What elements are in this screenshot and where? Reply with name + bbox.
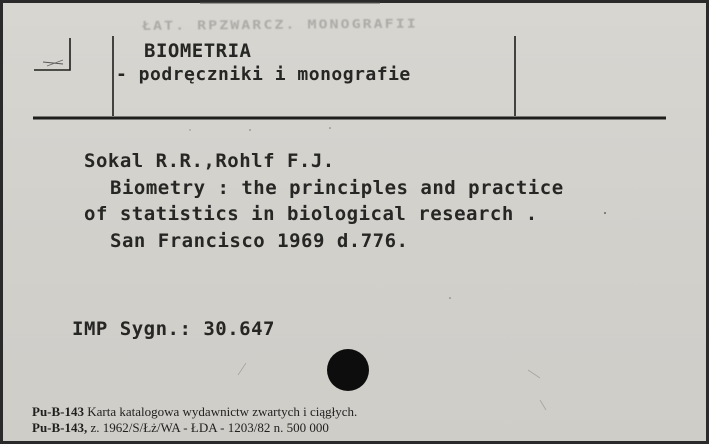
title-line-1: Biometry : the principles and practice	[110, 177, 564, 199]
call-number: IMP Sygn.: 30.647	[72, 318, 275, 340]
dust-speck	[189, 129, 190, 130]
dust-speck	[449, 297, 451, 299]
footer-print-details: z. 1962/S/Łż/WA - ŁDA - 1203/82 n. 500 000	[90, 420, 329, 435]
corner-bracket-icon	[33, 36, 71, 72]
title-line-2: of statistics in biological research .	[84, 203, 538, 225]
imprint-line: San Francisco 1969 d.776.	[110, 230, 409, 252]
footer-form-description: Karta katalogowa wydawnictw zwartych i ciągłych.	[87, 404, 358, 419]
author-line: Sokal R.R.,Rohlf F.J.	[84, 150, 335, 172]
footer-line-1	[32, 404, 357, 420]
scratch-mark	[528, 370, 540, 378]
scratch-mark	[238, 363, 246, 375]
subject-subheading: - podręczniki i monografie	[116, 64, 411, 85]
footer-line-2	[32, 420, 329, 436]
dust-speck	[604, 212, 606, 214]
scratch-mark	[540, 400, 546, 410]
ghost-overprint-text: ŁAT. RPZWARCZ. MONOGRAFII	[141, 16, 418, 34]
dust-speck	[249, 129, 251, 131]
footer-print-code: Pu-B-143,	[32, 420, 88, 435]
punch-hole	[327, 349, 369, 391]
footer-form-code: Pu-B-143	[32, 404, 84, 419]
subject-heading: BIOMETRIA	[144, 40, 252, 62]
dust-speck	[329, 127, 331, 129]
